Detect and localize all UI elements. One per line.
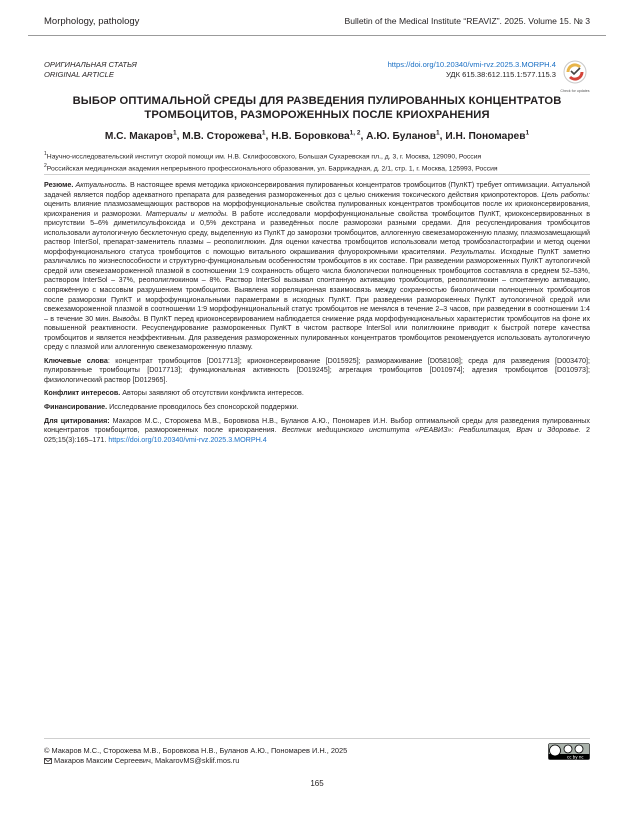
running-header bbox=[28, 13, 606, 36]
footer-copyright bbox=[44, 746, 347, 766]
keywords: Ключевые слова: концентрат тромбоцитов [D017713]; криоконсервирование [D015925]; размораживание [D058108]; среда для разведения [D003470]; пулированные тромбоциты [D017713]; функциональная активность [D019245]; агрегация тромбоцитов [D010974]; адгезия тромбоцитов [D010973]; физиологический раствор [D012965]. bbox=[44, 356, 590, 384]
citation-doi-link[interactable]: https://doi.org/10.20340/vmi-rvz.2025.3.MORPH.4 bbox=[108, 435, 267, 444]
author-list bbox=[40, 130, 594, 142]
abstract-block bbox=[44, 181, 590, 449]
abstract-paragraph: Резюме. Актуальность. В настоящее время методика криоконсервирования пулированных концентратов тромбоцитов (ПулКТ) требует оптимизации. Актуальной задачей является подбор адекватного препарата для разведения размороженных доз с целью снижения токсического действия криопротекторов. Цель работы: оценить влияние плазмозамещающих растворов на морфофункциональные свойства пулированных концентратов тромбоцитов после их криоконсервирования, криохранения и разморозки. Материалы и методы. В работе исследовали морфофункциональные свойства тромбоцитов ПулКТ, криоконсервированных в присутствии 5–6% диметилсульфоксида и 0,5% декстрана и разведённых после разморозки разными средами. Для ресуспендирования тромбоцитов использовали аутологичную бесклеточную среду, выделенную из ПулКТ до заморозки тромбоцитов, аллогенную свежезамороженную плазму, плазмозамещающий раствор InterSol, препарат-заменитель плазмы – реополиглюкин. Для оценки качества тромбоцитов использовали метод тромбоэластографии и метод оценки морфофункционального статуса тромбоцитов с помощью витального окрашивания флуорохромными красителями. Результаты. Исходные ПулКТ заметно различались по жизнеспособности и структурно-функциональным особенностям тромбоцитов в их составе. При разведении размороженных ПулКТ аутологичной средой или свежезамороженной плазмой в соотношении 1:9 сохранность общего числа биологически полноценных тромбоцитов составляла в среднем 52–53%, раствором InterSol – 37%, реополиглюкином – 8%. Раствор InterSol вызывал спонтанную активацию тромбоцитов, реополиглюкин – спонтанную активацию, сопряжённую с массовым разрушением тромбоцитов. Выявлена корреляционная взаимосвязь между сохранностью биологически полноценных тромбоцитов после разморозки ПулКТ и морфофункциональными параметрами в исходных ПулКТ. При разведении размороженных ПулКТ аутологичной средой или свежезамороженной плазмой в соотношении 1:9 морфофункциональный статус тромбоцитов не менялся в течение 2–3 часов, при разведении в соотношении 1:4 – в течение 30 мин. Выводы. В ПулКТ перед криоконсервированием наблюдается снижение ряда морфофункциональных характеристик тромбоцитов на фоне их повышенной реактивности. Ресуспендирование размороженных ПулКТ в чистом растворе InterSol или полиглюкине приводит к быстрой потере качества тромбоцитов и является неэффективным. Для разведения размороженных пулированных концентратов тромбоцитов рекомендуется использовать аутологичную среду с плазмой или аллогенную свежезамороженную плазму. bbox=[44, 181, 591, 352]
funding: Финансирование. Исследование проводилось без спонсорской поддержки. bbox=[44, 403, 299, 412]
check-for-updates-label: Check for updates bbox=[560, 89, 590, 93]
affiliations bbox=[44, 150, 590, 174]
author: И.Н. Пономарев$^1$ bbox=[445, 130, 530, 143]
author: А.Ю. Буланов$^1$, bbox=[366, 130, 446, 143]
page-number: 165 bbox=[310, 779, 324, 788]
contact-line: Макаров Максим Сергеевич, MakarovMS@sklif.mos.ru bbox=[44, 756, 347, 766]
citation: Для цитирования: Макаров М.С., Сторожева М.В., Боровкова Н.В., Буланов А.Ю., Пономарев И.Н. Выбор оптимальной среды для разведения пулированных концентратов тромбоцитов, размороженных после криохранения. Вестник медицинского института «РЕАВИЗ»: Реабилитация, Врач и Здоровье. 2 025;15(3):165–171. https://doi.org/10.20340/vmi-rvz.2025.3.MORPH.4 bbox=[44, 416, 591, 444]
udc-code: УДК 615.38:612.115.1:577.115.3 bbox=[445, 70, 556, 79]
mail-icon bbox=[44, 758, 52, 764]
license-label: cc by nc bbox=[567, 754, 584, 760]
article-type-en: ORIGINAL ARTICLE bbox=[44, 70, 114, 79]
check-for-updates-icon[interactable] bbox=[560, 59, 590, 89]
author: М.В. Сторожева$^1$, bbox=[182, 130, 272, 143]
cc-by-nc-license-icon[interactable] bbox=[548, 743, 590, 760]
affiliation: $^1$Научно-исследовательский институт скорой помощи им. Н.В. Склифосовского, Большая Сухаревская пл., д. 3, г. Москва, 129090, Россия bbox=[44, 151, 482, 161]
journal-name: Bulletin of the Medical Institute “REAVIZ”. 2025. Volume 15. № 3 bbox=[344, 16, 590, 26]
article-type-ru: ОРИГИНАЛЬНАЯ СТАТЬЯ bbox=[44, 60, 137, 69]
author: Н.В. Боровкова$^{1, 2}$, bbox=[271, 130, 367, 143]
affiliation: $^2$Российская медицинская академия непрерывного профессионального образования, ул. Баррикадная, д. 2/1, стр. 1, г. Москва, 125993, Россия bbox=[44, 162, 498, 173]
doi-link[interactable]: https://doi.org/10.20340/vmi-rvz.2025.3.MORPH.4 bbox=[387, 60, 556, 69]
author: М.С. Макаров$^1$, bbox=[104, 130, 183, 143]
article-title: ВЫБОР ОПТИМАЛЬНОЙ СРЕДЫ ДЛЯ РАЗВЕДЕНИЯ ПУЛИРОВАННЫХ КОНЦЕНТРАТОВ ТРОМБОЦИТОВ, РАЗМОРОЖЕННЫХ ПОСЛЕ КРИОХРАНЕНИЯ bbox=[72, 95, 562, 121]
copyright-line: © Макаров М.С., Сторожева М.В., Боровкова Н.В., Буланов А.Ю., Пономарев И.Н., 2025 bbox=[44, 746, 348, 755]
footer-divider bbox=[44, 738, 590, 739]
conflict-of-interest: Конфликт интересов. Авторы заявляют об отсутствии конфликта интересов. bbox=[44, 389, 304, 398]
article-identifiers bbox=[388, 60, 556, 80]
section-name: Morphology, pathology bbox=[44, 16, 140, 27]
article-type bbox=[44, 60, 137, 80]
divider bbox=[44, 174, 590, 175]
